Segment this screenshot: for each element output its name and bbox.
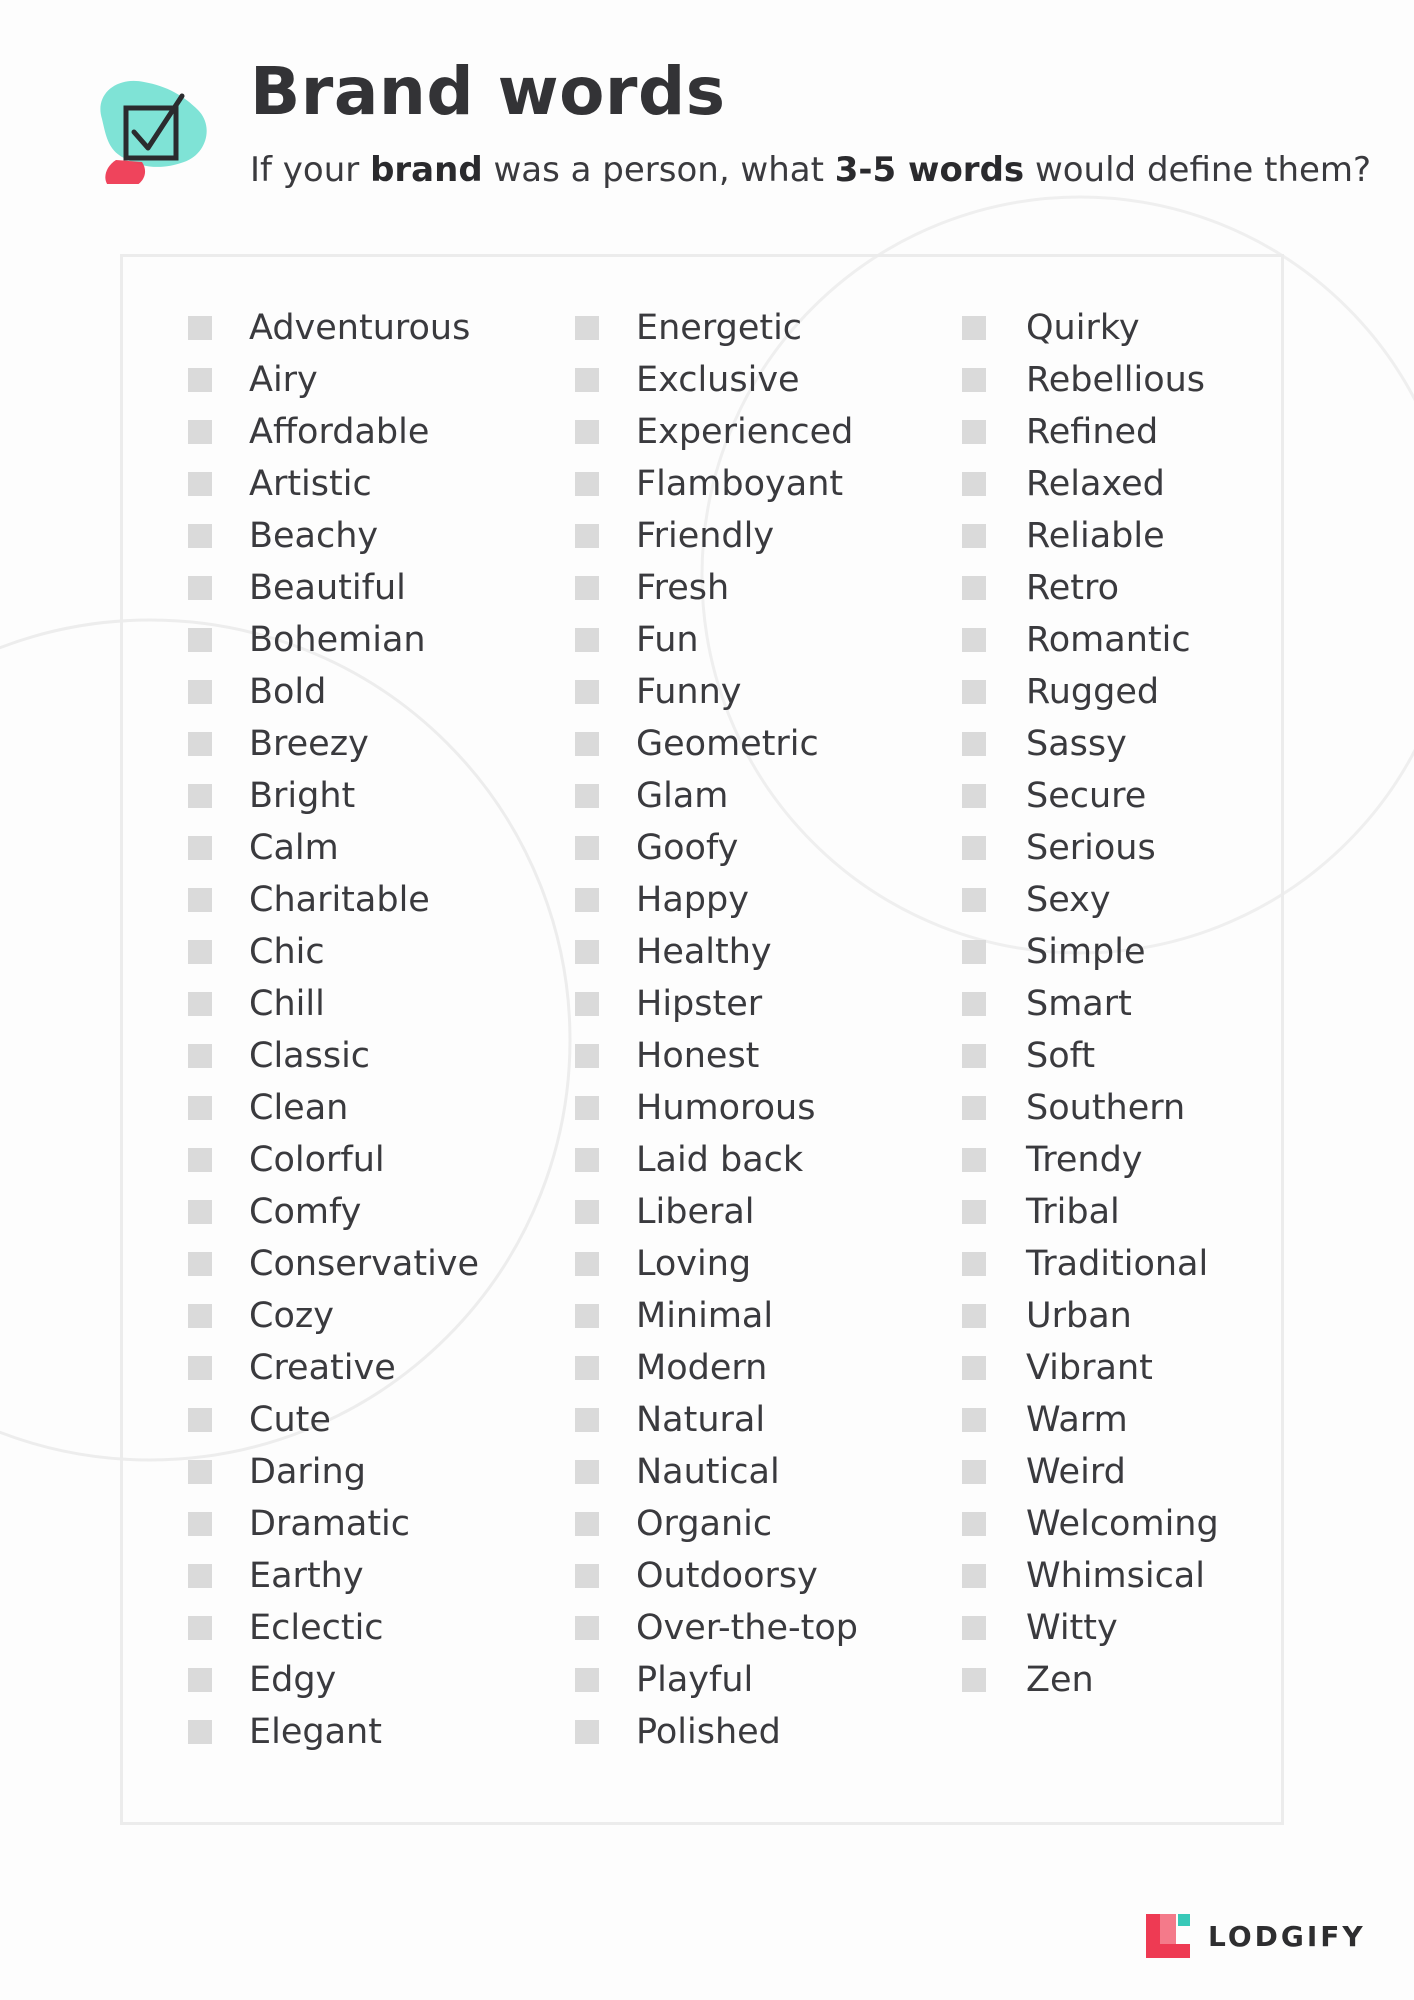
word-label: Rugged [1026, 671, 1160, 712]
empty-checkbox-icon[interactable] [962, 940, 986, 964]
word-label: Chill [249, 983, 325, 1024]
word-item[interactable] [575, 406, 858, 458]
lodgify-logo [1146, 1913, 1366, 1959]
empty-checkbox-icon[interactable] [188, 1408, 212, 1432]
empty-checkbox-icon[interactable] [962, 1252, 986, 1276]
word-item[interactable] [962, 822, 1219, 874]
word-label: Polished [636, 1711, 781, 1752]
word-label: Nautical [636, 1451, 780, 1492]
empty-checkbox-icon[interactable] [575, 732, 599, 756]
word-item[interactable] [575, 510, 858, 562]
word-label: Serious [1026, 827, 1156, 868]
word-item[interactable] [188, 1550, 479, 1602]
empty-checkbox-icon[interactable] [962, 1668, 986, 1692]
empty-checkbox-icon[interactable] [962, 316, 986, 340]
word-label: Colorful [249, 1139, 385, 1180]
empty-checkbox-icon[interactable] [575, 472, 599, 496]
empty-checkbox-icon[interactable] [188, 1460, 212, 1484]
word-label: Refined [1026, 411, 1159, 452]
word-label: Whimsical [1026, 1555, 1205, 1596]
word-label: Quirky [1026, 307, 1140, 348]
empty-checkbox-icon[interactable] [962, 888, 986, 912]
word-label: Dramatic [249, 1503, 411, 1544]
empty-checkbox-icon[interactable] [575, 1720, 599, 1744]
word-label: Hipster [636, 983, 763, 1024]
empty-checkbox-icon[interactable] [575, 316, 599, 340]
empty-checkbox-icon[interactable] [188, 784, 212, 808]
word-label: Sassy [1026, 723, 1127, 764]
word-label: Soft [1026, 1035, 1096, 1076]
word-item[interactable] [962, 510, 1219, 562]
empty-checkbox-icon[interactable] [188, 1616, 212, 1640]
empty-checkbox-icon[interactable] [962, 576, 986, 600]
word-item[interactable] [962, 1342, 1219, 1394]
word-item[interactable] [962, 1602, 1219, 1654]
word-item[interactable] [962, 1550, 1219, 1602]
word-item[interactable] [188, 1706, 479, 1758]
word-label: Comfy [249, 1191, 362, 1232]
empty-checkbox-icon[interactable] [962, 1616, 986, 1640]
word-label: Adventurous [249, 307, 471, 348]
word-item[interactable] [575, 1654, 858, 1706]
word-item[interactable] [962, 562, 1219, 614]
word-item[interactable] [188, 614, 479, 666]
word-item[interactable] [188, 770, 479, 822]
word-label: Natural [636, 1399, 766, 1440]
word-item[interactable] [188, 1082, 479, 1134]
empty-checkbox-icon[interactable] [575, 1512, 599, 1536]
word-item[interactable] [962, 614, 1219, 666]
word-item[interactable] [575, 1238, 858, 1290]
word-label: Weird [1026, 1451, 1126, 1492]
word-item[interactable] [188, 1290, 479, 1342]
empty-checkbox-icon[interactable] [188, 1304, 212, 1328]
empty-checkbox-icon[interactable] [962, 1460, 986, 1484]
empty-checkbox-icon[interactable] [188, 888, 212, 912]
empty-checkbox-icon[interactable] [188, 1356, 212, 1380]
empty-checkbox-icon[interactable] [962, 1512, 986, 1536]
word-item[interactable] [962, 406, 1219, 458]
empty-checkbox-icon[interactable] [575, 940, 599, 964]
word-item[interactable] [188, 1654, 479, 1706]
word-label: Geometric [636, 723, 819, 764]
empty-checkbox-icon[interactable] [962, 836, 986, 860]
empty-checkbox-icon[interactable] [575, 1356, 599, 1380]
word-label: Daring [249, 1451, 366, 1492]
empty-checkbox-icon[interactable] [575, 680, 599, 704]
empty-checkbox-icon[interactable] [962, 472, 986, 496]
word-label: Artistic [249, 463, 372, 504]
word-item[interactable] [188, 1186, 479, 1238]
empty-checkbox-icon[interactable] [962, 732, 986, 756]
word-item[interactable] [962, 1654, 1219, 1706]
word-item[interactable] [575, 874, 858, 926]
word-label: Airy [249, 359, 318, 400]
word-label: Rebellious [1026, 359, 1206, 400]
word-item[interactable] [962, 874, 1219, 926]
word-label: Affordable [249, 411, 430, 452]
word-item[interactable] [962, 1186, 1219, 1238]
word-item[interactable] [575, 1706, 858, 1758]
word-label: Charitable [249, 879, 430, 920]
subtitle-emphasis: brand [370, 150, 483, 190]
word-label: Organic [636, 1503, 773, 1544]
word-item[interactable] [575, 1342, 858, 1394]
word-item[interactable] [962, 718, 1219, 770]
empty-checkbox-icon[interactable] [575, 1200, 599, 1224]
word-label: Elegant [249, 1711, 382, 1752]
empty-checkbox-icon[interactable] [575, 1460, 599, 1484]
word-item[interactable] [962, 1290, 1219, 1342]
word-item[interactable] [962, 926, 1219, 978]
empty-checkbox-icon[interactable] [188, 472, 212, 496]
word-column-3 [962, 302, 1219, 1706]
word-item[interactable] [575, 1290, 858, 1342]
checkbox-checked-icon [92, 74, 212, 184]
word-item[interactable] [188, 458, 479, 510]
word-item[interactable] [962, 354, 1219, 406]
subtitle-part: was a person, what [482, 150, 835, 190]
word-label: Southern [1026, 1087, 1186, 1128]
empty-checkbox-icon[interactable] [188, 420, 212, 444]
empty-checkbox-icon[interactable] [188, 1720, 212, 1744]
lodgify-logo-icon [1146, 1914, 1190, 1958]
empty-checkbox-icon[interactable] [575, 1408, 599, 1432]
word-label: Edgy [249, 1659, 337, 1700]
word-label: Minimal [636, 1295, 774, 1336]
word-item[interactable] [188, 1238, 479, 1290]
word-item[interactable] [962, 770, 1219, 822]
empty-checkbox-icon[interactable] [962, 680, 986, 704]
word-column-2 [575, 302, 858, 1758]
word-item[interactable] [575, 666, 858, 718]
word-label: Reliable [1026, 515, 1165, 556]
word-label: Playful [636, 1659, 754, 1700]
empty-checkbox-icon[interactable] [962, 420, 986, 444]
empty-checkbox-icon[interactable] [188, 576, 212, 600]
word-label: Retro [1026, 567, 1120, 608]
word-item[interactable] [575, 1498, 858, 1550]
word-item[interactable] [575, 614, 858, 666]
subtitle-emphasis: 3-5 words [834, 150, 1025, 190]
word-item[interactable] [575, 458, 858, 510]
empty-checkbox-icon[interactable] [962, 1564, 986, 1588]
empty-checkbox-icon[interactable] [962, 992, 986, 1016]
empty-checkbox-icon[interactable] [188, 940, 212, 964]
word-label: Honest [636, 1035, 760, 1076]
word-item[interactable] [188, 1342, 479, 1394]
word-label: Liberal [636, 1191, 755, 1232]
word-label: Warm [1026, 1399, 1128, 1440]
empty-checkbox-icon[interactable] [188, 1252, 212, 1276]
word-column-1 [188, 302, 479, 1758]
empty-checkbox-icon[interactable] [188, 1200, 212, 1224]
word-label: Romantic [1026, 619, 1191, 660]
empty-checkbox-icon[interactable] [575, 1252, 599, 1276]
empty-checkbox-icon[interactable] [188, 1668, 212, 1692]
word-item[interactable] [575, 302, 858, 354]
word-label: Tribal [1026, 1191, 1120, 1232]
word-label: Vibrant [1026, 1347, 1153, 1388]
word-item[interactable] [188, 718, 479, 770]
word-label: Laid back [636, 1139, 804, 1180]
empty-checkbox-icon[interactable] [575, 1616, 599, 1640]
word-item[interactable] [575, 770, 858, 822]
word-item[interactable] [575, 1030, 858, 1082]
subtitle-part: would define them? [1024, 150, 1372, 190]
empty-checkbox-icon[interactable] [575, 368, 599, 392]
word-label: Witty [1026, 1607, 1118, 1648]
empty-checkbox-icon[interactable] [575, 992, 599, 1016]
empty-checkbox-icon[interactable] [962, 1148, 986, 1172]
word-item[interactable] [575, 718, 858, 770]
empty-checkbox-icon[interactable] [962, 1044, 986, 1068]
word-label: Goofy [636, 827, 739, 868]
word-label: Over-the-top [636, 1607, 858, 1648]
logo-text: LODGIFY [1208, 1919, 1366, 1953]
word-item[interactable] [962, 1394, 1219, 1446]
word-label: Glam [636, 775, 729, 816]
empty-checkbox-icon[interactable] [188, 1148, 212, 1172]
word-label: Happy [636, 879, 749, 920]
word-label: Beautiful [249, 567, 406, 608]
word-item[interactable] [188, 562, 479, 614]
word-item[interactable] [962, 1134, 1219, 1186]
word-label: Creative [249, 1347, 396, 1388]
empty-checkbox-icon[interactable] [188, 836, 212, 860]
word-label: Exclusive [636, 359, 800, 400]
word-item[interactable] [575, 1082, 858, 1134]
word-label: Flamboyant [636, 463, 844, 504]
word-label: Eclectic [249, 1607, 384, 1648]
empty-checkbox-icon[interactable] [575, 1096, 599, 1120]
word-item[interactable] [188, 926, 479, 978]
word-label: Fun [636, 619, 699, 660]
word-label: Welcoming [1026, 1503, 1219, 1544]
word-item[interactable] [188, 1394, 479, 1446]
word-label: Conservative [249, 1243, 480, 1284]
empty-checkbox-icon[interactable] [188, 316, 212, 340]
word-label: Earthy [249, 1555, 364, 1596]
word-item[interactable] [188, 510, 479, 562]
word-item[interactable] [188, 1134, 479, 1186]
word-label: Humorous [636, 1087, 816, 1128]
empty-checkbox-icon[interactable] [188, 1512, 212, 1536]
word-item[interactable] [962, 1030, 1219, 1082]
empty-checkbox-icon[interactable] [575, 420, 599, 444]
word-item[interactable] [188, 1498, 479, 1550]
word-label: Cozy [249, 1295, 334, 1336]
word-item[interactable] [575, 926, 858, 978]
word-label: Bohemian [249, 619, 426, 660]
word-item[interactable] [188, 302, 479, 354]
empty-checkbox-icon[interactable] [962, 1304, 986, 1328]
word-label: Simple [1026, 931, 1146, 972]
empty-checkbox-icon[interactable] [962, 1200, 986, 1224]
word-item[interactable] [188, 666, 479, 718]
word-label: Urban [1026, 1295, 1132, 1336]
word-label: Sexy [1026, 879, 1111, 920]
word-item[interactable] [188, 874, 479, 926]
empty-checkbox-icon[interactable] [962, 368, 986, 392]
word-label: Fresh [636, 567, 730, 608]
word-label: Breezy [249, 723, 369, 764]
word-label: Bright [249, 775, 356, 816]
subtitle-part: If your [250, 150, 371, 190]
word-item[interactable] [575, 1602, 858, 1654]
word-item[interactable] [962, 1082, 1219, 1134]
word-label: Outdoorsy [636, 1555, 818, 1596]
word-item[interactable] [575, 354, 858, 406]
word-item[interactable] [188, 354, 479, 406]
word-item[interactable] [575, 1550, 858, 1602]
word-label: Bold [249, 671, 327, 712]
empty-checkbox-icon[interactable] [188, 524, 212, 548]
empty-checkbox-icon[interactable] [962, 1408, 986, 1432]
empty-checkbox-icon[interactable] [962, 784, 986, 808]
word-item[interactable] [962, 1498, 1219, 1550]
word-item[interactable] [962, 302, 1219, 354]
word-label: Relaxed [1026, 463, 1165, 504]
empty-checkbox-icon[interactable] [188, 628, 212, 652]
word-label: Beachy [249, 515, 379, 556]
word-label: Trendy [1026, 1139, 1143, 1180]
word-label: Calm [249, 827, 339, 868]
empty-checkbox-icon[interactable] [575, 836, 599, 860]
word-item[interactable] [188, 1030, 479, 1082]
word-item[interactable] [962, 666, 1219, 718]
word-label: Healthy [636, 931, 772, 972]
empty-checkbox-icon[interactable] [962, 524, 986, 548]
word-label: Energetic [636, 307, 803, 348]
word-label: Traditional [1026, 1243, 1209, 1284]
empty-checkbox-icon[interactable] [575, 1668, 599, 1692]
empty-checkbox-icon[interactable] [575, 524, 599, 548]
page-subtitle [250, 150, 1371, 190]
word-item[interactable] [188, 978, 479, 1030]
empty-checkbox-icon[interactable] [962, 1356, 986, 1380]
word-label: Funny [636, 671, 742, 712]
empty-checkbox-icon[interactable] [575, 1148, 599, 1172]
word-label: Friendly [636, 515, 775, 556]
word-item[interactable] [962, 1446, 1219, 1498]
word-item[interactable] [575, 562, 858, 614]
word-item[interactable] [188, 406, 479, 458]
empty-checkbox-icon[interactable] [188, 732, 212, 756]
page-title: Brand words [250, 53, 726, 130]
word-item[interactable] [575, 1446, 858, 1498]
word-label: Clean [249, 1087, 349, 1128]
word-item[interactable] [575, 822, 858, 874]
empty-checkbox-icon[interactable] [188, 368, 212, 392]
word-item[interactable] [575, 1394, 858, 1446]
word-label: Secure [1026, 775, 1147, 816]
empty-checkbox-icon[interactable] [575, 784, 599, 808]
word-item[interactable] [188, 822, 479, 874]
word-item[interactable] [962, 458, 1219, 510]
empty-checkbox-icon[interactable] [188, 1044, 212, 1068]
empty-checkbox-icon[interactable] [575, 1564, 599, 1588]
word-item[interactable] [575, 1186, 858, 1238]
word-label: Chic [249, 931, 325, 972]
word-item[interactable] [962, 978, 1219, 1030]
word-item[interactable] [188, 1446, 479, 1498]
word-item[interactable] [575, 978, 858, 1030]
empty-checkbox-icon[interactable] [575, 1044, 599, 1068]
empty-checkbox-icon[interactable] [188, 1564, 212, 1588]
word-label: Experienced [636, 411, 854, 452]
empty-checkbox-icon[interactable] [575, 576, 599, 600]
word-label: Smart [1026, 983, 1132, 1024]
word-item[interactable] [962, 1238, 1219, 1290]
word-label: Classic [249, 1035, 371, 1076]
word-label: Cute [249, 1399, 331, 1440]
empty-checkbox-icon[interactable] [575, 888, 599, 912]
empty-checkbox-icon[interactable] [575, 1304, 599, 1328]
word-label: Zen [1026, 1659, 1094, 1700]
empty-checkbox-icon[interactable] [188, 992, 212, 1016]
empty-checkbox-icon[interactable] [575, 628, 599, 652]
empty-checkbox-icon[interactable] [962, 1096, 986, 1120]
empty-checkbox-icon[interactable] [962, 628, 986, 652]
empty-checkbox-icon[interactable] [188, 680, 212, 704]
word-item[interactable] [575, 1134, 858, 1186]
word-item[interactable] [188, 1602, 479, 1654]
empty-checkbox-icon[interactable] [188, 1096, 212, 1120]
word-label: Loving [636, 1243, 752, 1284]
word-label: Modern [636, 1347, 768, 1388]
